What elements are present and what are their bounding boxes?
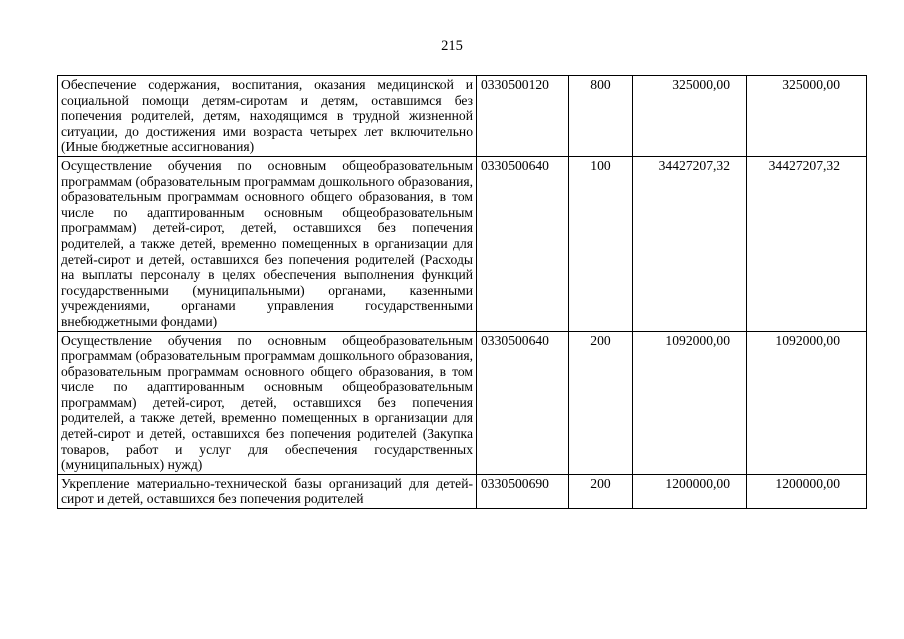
table-row xyxy=(58,156,867,331)
row-amount-1: 1200000,00 xyxy=(633,474,747,508)
row-amount-1: 325000,00 xyxy=(633,76,747,157)
row-expense-type: 100 xyxy=(569,156,633,331)
row-amount-2: 1200000,00 xyxy=(747,474,867,508)
row-amount-2: 325000,00 xyxy=(747,76,867,157)
row-target-code: 0330500690 xyxy=(477,474,569,508)
row-expense-type: 200 xyxy=(569,331,633,474)
table-row xyxy=(58,331,867,474)
row-amount-2: 34427207,32 xyxy=(747,156,867,331)
row-expense-type: 200 xyxy=(569,474,633,508)
row-target-code: 0330500120 xyxy=(477,76,569,157)
row-description: Осуществление обучения по основным общеобразовательным программам (образовательным программам дошкольного образования, образовательным программам основного общего образования, в том числе по адаптированным основным общеобразовательным программам) детей-сирот, детей, оставшихся без попечения родителей, а также детей, временно помещенных в организации для детей-сирот и детей, оставшихся без попечения родителей (Расходы на выплаты персоналу в целях обеспечения выполнения функций государственными (муниципальными) органами, казенными учреждениями, органами управления государственными внебюджетными фондами) xyxy=(58,156,477,331)
row-target-code: 0330500640 xyxy=(477,156,569,331)
row-amount-1: 34427207,32 xyxy=(633,156,747,331)
table-row xyxy=(58,474,867,508)
table-row xyxy=(58,76,867,157)
page-number: 215 xyxy=(441,38,463,54)
row-amount-2: 1092000,00 xyxy=(747,331,867,474)
row-description: Осуществление обучения по основным общеобразовательным программам (образовательным программам дошкольного образования, образовательным программам основного общего образования, в том числе по адаптированным основным общеобразовательным программам) детей-сирот, детей, оставшихся без попечения родителей, а также детей, временно помещенных в организации для детей-сирот и детей, оставшихся без попечения родителей (Закупка товаров, работ и услуг для обеспечения государственных (муниципальных) нужд) xyxy=(58,331,477,474)
row-description: Укрепление материально-технической базы организаций для детей-сирот и детей, оставшихся без попечения родителей xyxy=(58,474,477,508)
row-amount-1: 1092000,00 xyxy=(633,331,747,474)
budget-table xyxy=(57,75,867,509)
row-target-code: 0330500640 xyxy=(477,331,569,474)
row-description: Обеспечение содержания, воспитания, оказания медицинской и социальной помощи детям-сиротам и детям, оставшимся без попечения родителей, детям, находящимся в трудной жизненной ситуации, до достижения ими возраста четырех лет включительно (Иные бюджетные ассигнования) xyxy=(58,76,477,157)
row-expense-type: 800 xyxy=(569,76,633,157)
